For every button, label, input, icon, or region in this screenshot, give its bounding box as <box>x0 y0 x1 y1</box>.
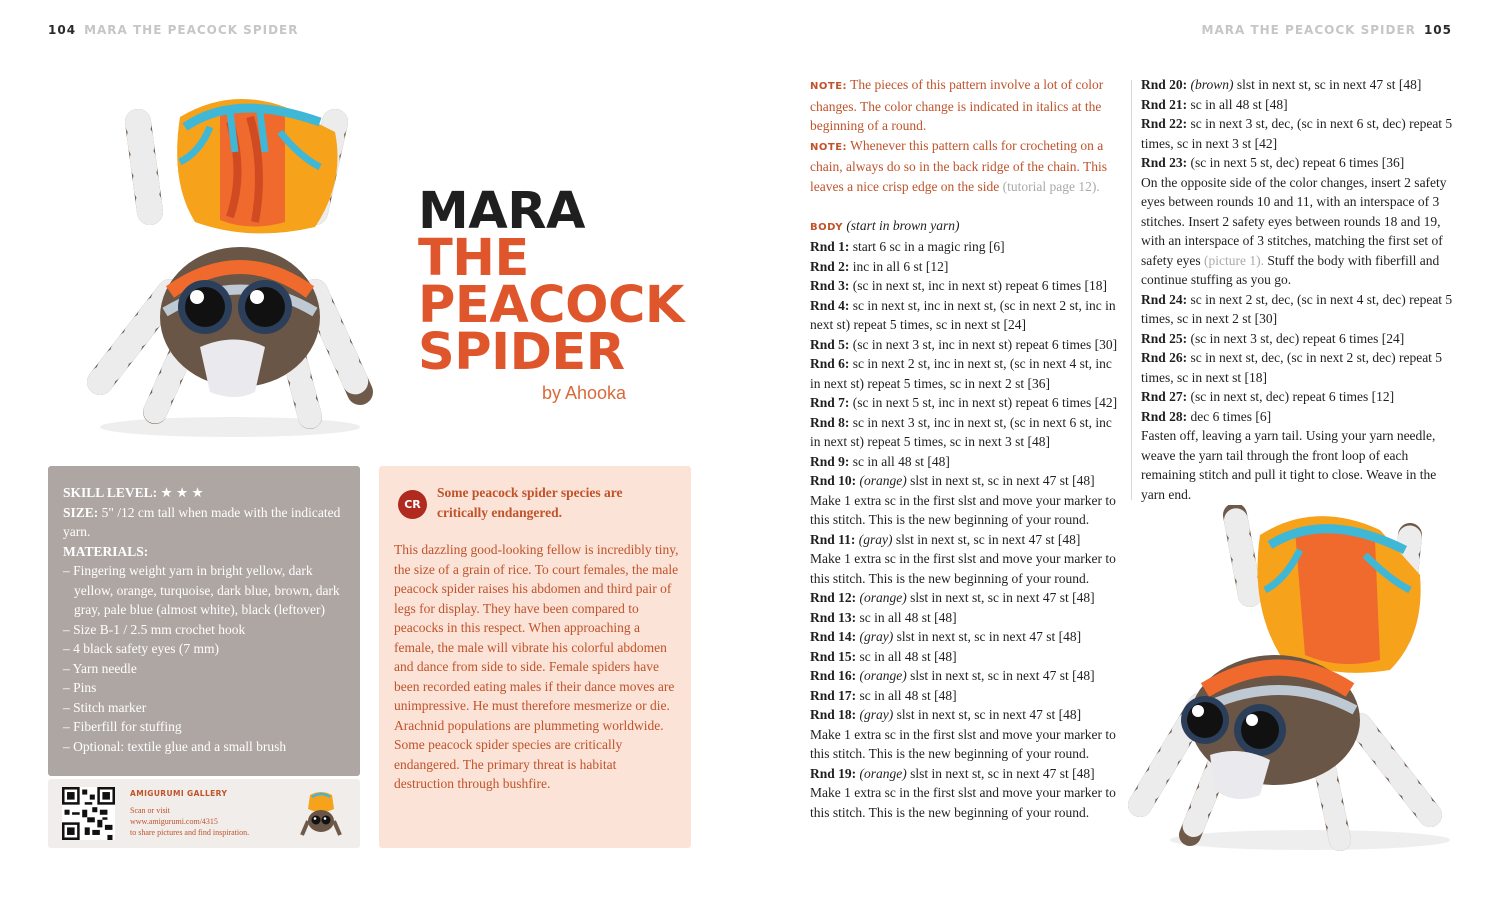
round-instruction: Rnd 2: inc in all 6 st [12] <box>810 258 949 274</box>
gallery-url[interactable]: www.amigurumi.com/4315 <box>130 817 218 826</box>
info-heading: Some peacock spider species are critically endangered. <box>437 485 623 520</box>
round-instruction: Rnd 25: (sc in next 3 st, dec) repeat 6 times [24] <box>1141 330 1405 346</box>
round-note: Make 1 extra sc in the first slst and move your marker to this stitch. This is the new beginning of your round. <box>810 726 1116 761</box>
column-divider <box>1131 80 1132 500</box>
round-note: Make 1 extra sc in the first slst and move your marker to this stitch. This is the new beginning of your round. <box>810 551 1116 586</box>
materials-item: – Pins <box>63 680 97 695</box>
round-instruction: Rnd 9: sc in all 48 st [48] <box>810 453 950 469</box>
qr-code-icon[interactable] <box>62 787 115 840</box>
page-header-left <box>48 23 306 37</box>
materials-item: – Fiberfill for stuffing <box>63 719 182 734</box>
info-body: This dazzling good-looking fellow is incredibly tiny, the size of a grain of rice. To court females, the male peacock spider raises his abdomen and third pair of legs for display. They have been compared to peacocks in this respect. When approaching a female, the male will vibrate his colorful abdomen and dance from side to side. Female spiders have been recorded eating males if their dance moves are unimpressive. He must therefore mesmerize or die. Arachnid populations are plummeting worldwide. Some peacock spider species are critically endangered. The primary threat is habitat destruction through bushfire. <box>394 542 679 791</box>
round-instruction: Rnd 10: (orange) slst in next st, sc in next 47 st [48] <box>810 473 1095 488</box>
picture-reference: (picture 1). <box>1203 252 1264 268</box>
rounds-list-col2b <box>1141 290 1457 427</box>
running-title-right: MARA THE PEACOCK SPIDER <box>1201 23 1416 37</box>
materials-item: – Optional: textile glue and a small brush <box>63 738 287 754</box>
round-instruction: Rnd 14: (gray) slst in next st, sc in next 47 st [48] <box>810 629 1082 644</box>
gallery-text <box>130 788 249 838</box>
author-byline: by Ahooka <box>542 383 627 403</box>
amigurumi-gallery-box <box>48 779 360 848</box>
round-instruction: Rnd 21: sc in all 48 st [48] <box>1141 96 1288 112</box>
round-instruction: Rnd 18: (gray) slst in next st, sc in next 47 st [48] <box>810 707 1082 722</box>
title-line-1: MARA <box>418 182 585 241</box>
round-instruction: Rnd 3: (sc in next st, inc in next st) repeat 6 times [18] <box>810 278 1107 293</box>
round-instruction: Rnd 28: dec 6 times [6] <box>1141 408 1272 424</box>
rounds-list-col2a <box>1141 75 1457 173</box>
round-instruction: Rnd 11: (gray) slst in next st, sc in next 47 st [48] <box>810 531 1081 547</box>
size-info: SIZE: 5" /12 cm tall when made with the indicated yarn. <box>63 504 341 539</box>
conservation-info-box <box>379 466 691 848</box>
round-instruction: Rnd 7: (sc in next 5 st, inc in next st) repeat 6 times [42] <box>810 395 1118 410</box>
materials-item: – Fingering weight yarn in bright yellow, dark yellow, orange, turquoise, dark blue, brown, dark gray, pale blue (almost white), black (leftover) <box>63 563 340 617</box>
spider-photo-side <box>1110 505 1480 860</box>
title-line-2: THE <box>418 229 529 288</box>
pattern-column-2 <box>1141 75 1457 504</box>
round-instruction: Rnd 15: sc in all 48 st [48] <box>810 648 957 664</box>
gallery-line: to share pictures and find inspiration. <box>130 828 250 837</box>
round-instruction: Rnd 27: (sc in next st, dec) repeat 6 times [12] <box>1141 389 1395 404</box>
materials-item: – Size B-1 / 2.5 mm crochet hook <box>63 621 246 637</box>
materials-item: – Stitch marker <box>63 699 147 715</box>
running-title-left: MARA THE PEACOCK SPIDER <box>84 23 299 37</box>
page-header-right <box>1194 23 1452 37</box>
safety-eyes-instructions: On the opposite side of the color changes, insert 2 safety eyes between rounds 10 and 11, with an interspace of 3 stitches. Insert 2 safety eyes between rounds 18 and 19, with an interspace of 3 stitches, matching the first set of safety eyes (picture 1). Stuff the body with fiberfill and continue stuffing as you go. <box>1141 174 1447 287</box>
spider-thumbnail-icon <box>298 791 344 837</box>
round-instruction: Rnd 22: sc in next 3 st, dec, (sc in next 6 st, dec) repeat 5 times, sc in next 3 st [42] <box>1141 116 1453 151</box>
materials-item: – Yarn needle <box>63 660 137 676</box>
round-instruction: Rnd 23: (sc in next 5 st, dec) repeat 6 times [36] <box>1141 155 1405 170</box>
page-number-right: 105 <box>1423 23 1452 37</box>
pattern-title <box>418 182 684 382</box>
gallery-line: Scan or visit <box>130 806 170 815</box>
note-1: NOTE: The pieces of this pattern involve a lot of color changes. The color change is indicated in italics at the beginning of a round. <box>810 77 1104 133</box>
round-instruction: Rnd 24: sc in next 2 st, dec, (sc in next 4 st, dec) repeat 5 times, sc in next 2 st [30] <box>1141 291 1453 326</box>
title-line-3: PEACOCK <box>418 276 684 335</box>
page-number-left: 104 <box>48 23 77 37</box>
rounds-list-col1 <box>810 237 1122 822</box>
skill-stars: ★ ★ ★ <box>160 485 204 500</box>
round-instruction: Rnd 17: sc in all 48 st [48] <box>810 687 957 703</box>
tutorial-reference[interactable]: (tutorial page 12). <box>1002 178 1100 194</box>
finishing-instructions: Fasten off, leaving a yarn tail. Using your yarn needle, weave the yarn tail through the front loop of each remaining stitch and pull it tight to close. Weave in the yarn end. <box>1141 428 1437 502</box>
pattern-column-1 <box>810 75 1122 822</box>
round-instruction: Rnd 6: sc in next 2 st, inc in next st, (sc in next 4 st, inc in next st) repeat 5 times, sc in next 2 st [36] <box>810 356 1112 391</box>
round-note: Make 1 extra sc in the first slst and move your marker to this stitch. This is the new beginning of your round. <box>810 785 1116 820</box>
round-instruction: Rnd 12: (orange) slst in next st, sc in next 47 st [48] <box>810 590 1095 605</box>
body-section-heading: BODY (start in brown yarn) <box>810 217 960 233</box>
materials-item: – 4 black safety eyes (7 mm) <box>63 641 219 656</box>
round-instruction: Rnd 1: start 6 sc in a magic ring [6] <box>810 239 1005 254</box>
critically-endangered-badge: CR <box>398 490 427 519</box>
materials-heading: MATERIALS: <box>63 543 149 559</box>
round-instruction: Rnd 8: sc in next 3 st, inc in next st, (sc in next 6 st, inc in next st) repeat 5 times, sc in next 3 st [48] <box>810 414 1112 449</box>
round-instruction: Rnd 20: (brown) slst in next st, sc in next 47 st [48] <box>1141 77 1422 92</box>
skill-level: SKILL LEVEL: ★ ★ ★ <box>63 485 204 500</box>
round-instruction: Rnd 26: sc in next st, dec, (sc in next 2 st, dec) repeat 5 times, sc in next st [18] <box>1141 350 1443 385</box>
round-note: Make 1 extra sc in the first slst and move your marker to this stitch. This is the new beginning of your round. <box>810 492 1116 527</box>
round-instruction: Rnd 16: (orange) slst in next st, sc in next 47 st [48] <box>810 668 1095 683</box>
round-instruction: Rnd 5: (sc in next 3 st, inc in next st) repeat 6 times [30] <box>810 336 1118 352</box>
skill-materials-box <box>48 466 360 776</box>
round-instruction: Rnd 19: (orange) slst in next st, sc in next 47 st [48] <box>810 765 1095 781</box>
round-instruction: Rnd 13: sc in all 48 st [48] <box>810 609 957 625</box>
spider-photo-main <box>60 92 400 442</box>
note-2: NOTE: Whenever this pattern calls for crocheting on a chain, always do so in the back ridge of the chain. This leaves a nice crisp edge on the side (tutorial page 12). <box>810 137 1108 194</box>
gallery-heading: AMIGURUMI GALLERY <box>130 789 228 798</box>
title-line-4: SPIDER <box>418 323 625 382</box>
round-instruction: Rnd 4: sc in next st, inc in next st, (sc in next 2 st, inc in next st) repeat 5 times, sc in next st [24] <box>810 297 1116 332</box>
